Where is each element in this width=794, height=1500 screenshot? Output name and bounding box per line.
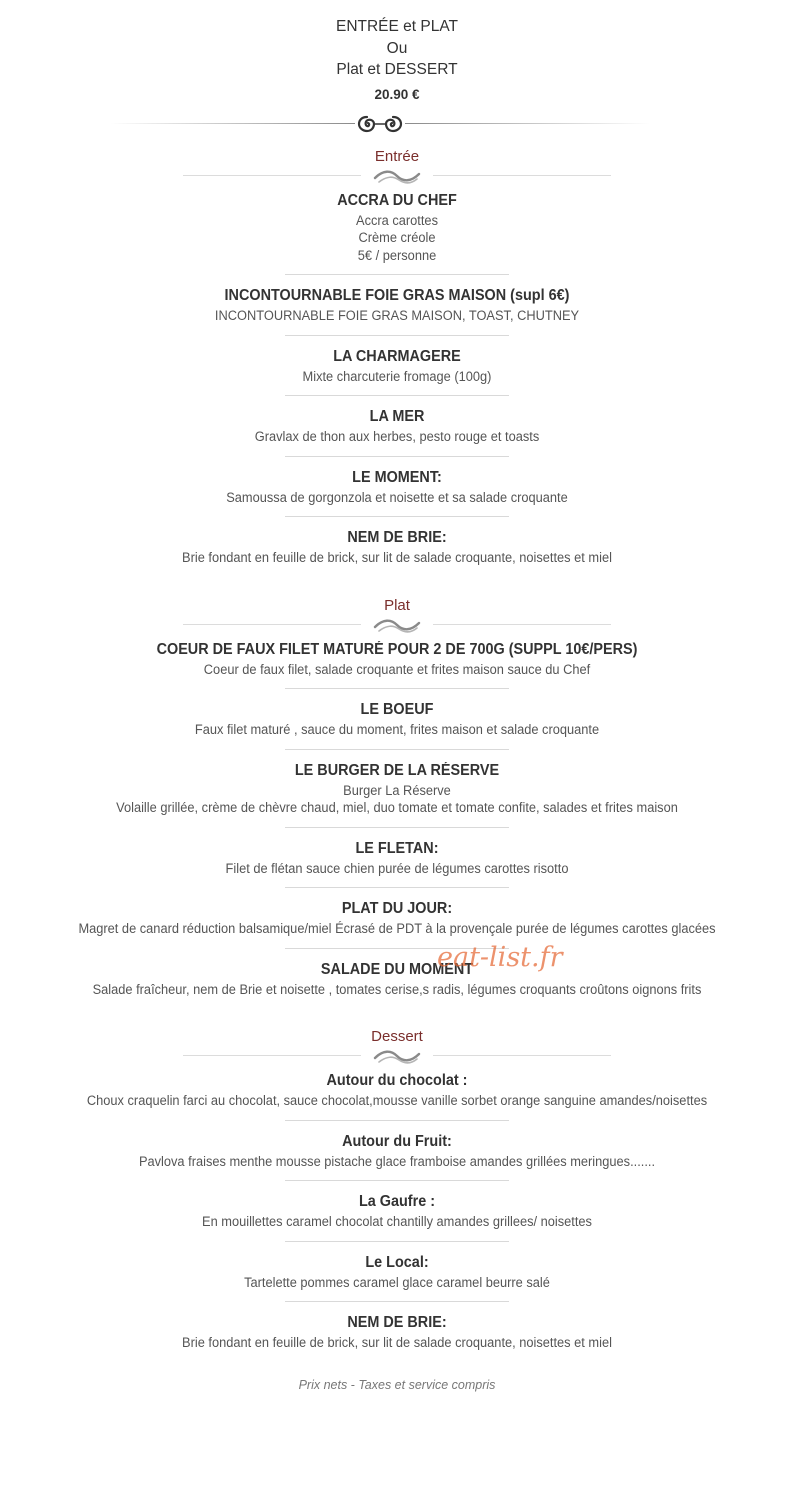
dish-separator xyxy=(285,827,509,828)
dish-separator xyxy=(285,1120,509,1121)
dish-name: NEM DE BRIE: xyxy=(347,1314,447,1331)
dish-separator xyxy=(285,274,509,275)
footer-note: Prix nets - Taxes et service compris xyxy=(298,1377,496,1392)
dish-name: LE BOEUF xyxy=(360,701,434,718)
dish-name: Autour du Fruit: xyxy=(342,1132,452,1150)
divider-line-right xyxy=(405,123,650,124)
dish-item xyxy=(0,281,794,325)
dish-item xyxy=(0,463,794,507)
section-divider-left xyxy=(183,624,361,625)
dish-item xyxy=(0,1187,794,1231)
dish-name: SALADE DU MOMENT xyxy=(320,960,474,978)
formula-line-1: ENTRÉE et PLAT xyxy=(335,18,459,35)
section-divider xyxy=(183,615,611,635)
dish-description: En mouillettes caramel chocolat chantilly amandes grillees/ noisettes xyxy=(202,1214,592,1229)
dish-item xyxy=(0,523,794,567)
menu-section-plat xyxy=(0,597,794,999)
section-divider-right xyxy=(433,624,611,625)
dish-description: Coeur de faux filet, salade croquante et frites maison sauce du Chef xyxy=(203,661,591,677)
dish-separator xyxy=(285,749,509,750)
section-divider xyxy=(183,1046,611,1066)
dish-description: Salade fraîcheur, nem de Brie et noisette , tomates cerise,s radis, légumes croquants croûtons oignons frits xyxy=(92,981,702,997)
dish-description: Filet de flétan sauce chien purée de légumes carottes risotto xyxy=(225,860,569,876)
formula-line-3: Plat et DESSERT xyxy=(336,61,458,78)
dish-separator xyxy=(285,1180,509,1181)
watermark: eat-list.fr xyxy=(437,942,563,973)
dish-description: Brie fondant en feuille de brick, sur lit de salade croquante, noisettes et miel xyxy=(182,550,612,565)
dish-item xyxy=(0,1308,794,1352)
dish-name: COEUR DE FAUX FILET MATURÉ POUR 2 DE 700G (SUPPL 10€/PERS) xyxy=(156,640,638,658)
dish-name: INCONTOURNABLE FOIE GRAS MAISON (supl 6€) xyxy=(224,287,570,304)
section-title: Entrée xyxy=(374,147,420,165)
formula-line-2: Ou xyxy=(386,39,408,57)
dish-item xyxy=(0,894,794,938)
divider-line-left xyxy=(110,123,355,124)
dish-separator xyxy=(285,395,509,396)
dish-description: Burger La Réserve xyxy=(343,782,451,798)
dish-separator xyxy=(285,516,509,517)
dish-item xyxy=(0,756,794,817)
wave-ornament-icon xyxy=(371,1046,423,1066)
dish-description: Gravlax de thon aux herbes, pesto rouge et toasts xyxy=(254,429,540,444)
dish-item xyxy=(0,1248,794,1292)
dish-item xyxy=(0,955,794,999)
dish-item xyxy=(0,1127,794,1171)
dish-description: Pavlova fraises menthe mousse pistache glace framboise amandes grillées meringues....... xyxy=(138,1153,656,1169)
section-divider-right xyxy=(433,175,611,176)
swirl-ornament-icon xyxy=(355,112,405,134)
dish-description: 5€ / personne xyxy=(357,247,437,263)
dish-name: LA CHARMAGERE xyxy=(333,347,461,365)
dish-separator xyxy=(285,688,509,689)
dish-item xyxy=(0,186,794,265)
dish-name: LE BURGER DE LA RÉSERVE xyxy=(294,761,500,779)
dish-description: INCONTOURNABLE FOIE GRAS MAISON, TOAST, CHUTNEY xyxy=(214,308,580,323)
dish-item xyxy=(0,1066,794,1110)
dish-item xyxy=(0,695,794,739)
menu-section-dessert xyxy=(0,1028,794,1352)
dish-separator xyxy=(285,1301,509,1302)
dish-item xyxy=(0,342,794,386)
dish-item xyxy=(0,834,794,878)
dish-separator xyxy=(285,335,509,336)
dish-description: Mixte charcuterie fromage (100g) xyxy=(302,368,492,384)
dish-description: Samoussa de gorgonzola et noisette et sa salade croquante xyxy=(226,489,568,505)
section-divider-left xyxy=(183,1055,361,1056)
dish-name: LE MOMENT: xyxy=(352,468,442,486)
dish-description: Choux craquelin farci au chocolat, sauce chocolat,mousse vanille sorbet orange sanguine amandes/noisettes xyxy=(86,1093,708,1108)
dish-description: Faux filet maturé , sauce du moment, frites maison et salade croquante xyxy=(194,722,600,737)
formula-price: 20.90 € xyxy=(374,86,420,102)
formula-header xyxy=(0,0,794,104)
section-divider-left xyxy=(183,175,361,176)
dish-name: PLAT DU JOUR: xyxy=(341,900,453,917)
wave-ornament-icon xyxy=(371,166,423,186)
section-divider xyxy=(183,166,611,186)
section-title: Dessert xyxy=(371,1028,423,1045)
dish-name: LA MER xyxy=(369,408,425,425)
dish-description: Volaille grillée, crème de chèvre chaud, miel, duo tomate et tomate confite, salades et frites maison xyxy=(116,800,678,815)
dish-name: La Gaufre : xyxy=(358,1193,436,1210)
dish-name: Le Local: xyxy=(365,1253,429,1271)
dish-name: Autour du chocolat : xyxy=(326,1072,468,1089)
dish-name: ACCRA DU CHEF xyxy=(337,191,457,209)
dish-separator xyxy=(285,456,509,457)
dish-description: Accra carottes xyxy=(356,212,438,228)
menu-sections xyxy=(0,148,794,1352)
section-title: Plat xyxy=(384,596,410,614)
dish-description: Crème créole xyxy=(358,230,436,245)
dish-item xyxy=(0,635,794,679)
wave-ornament-icon xyxy=(371,615,423,635)
dish-name: LE FLETAN: xyxy=(355,839,439,857)
dish-description: Magret de canard réduction balsamique/miel Écrasé de PDT à la provençale purée de légumes carottes glacées xyxy=(78,921,716,936)
dish-description: Brie fondant en feuille de brick, sur lit de salade croquante, noisettes et miel xyxy=(182,1335,612,1350)
dish-description: Tartelette pommes caramel glace caramel beurre salé xyxy=(244,1274,550,1290)
dish-item xyxy=(0,402,794,446)
menu-section-entre xyxy=(0,148,794,567)
header-divider xyxy=(110,112,650,134)
dish-separator xyxy=(285,1241,509,1242)
section-divider-right xyxy=(433,1055,611,1056)
dish-separator xyxy=(285,887,509,888)
dish-name: NEM DE BRIE: xyxy=(347,529,447,546)
